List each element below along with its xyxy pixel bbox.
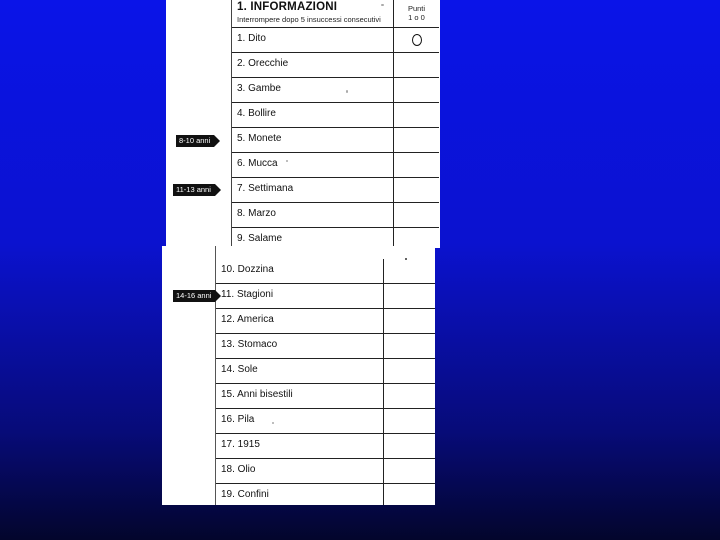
item-label: 6. Mucca: [237, 158, 278, 169]
score-cell[interactable]: [393, 53, 440, 77]
item-row: [216, 384, 435, 409]
item-row: [232, 203, 439, 228]
item-label: 7. Settimana: [237, 183, 294, 194]
item-row: [216, 359, 435, 384]
age-marker: 8-10 anni: [176, 135, 214, 147]
item-label: 14. Sole: [221, 364, 258, 375]
item-label: 2. Orecchie: [237, 58, 289, 69]
item-row: [216, 334, 435, 359]
section-subtitle: Interrompere dopo 5 insuccessi consecutivi: [237, 15, 381, 24]
item-row: [232, 178, 439, 203]
item-row: [232, 128, 439, 153]
item-row: [216, 484, 435, 505]
item-label: 11. Stagioni: [221, 289, 274, 300]
circle-mark-icon: [412, 34, 422, 46]
score-cell[interactable]: [383, 334, 430, 358]
item-row: [216, 284, 435, 309]
scan-top: [166, 0, 440, 248]
item-label: 8. Marzo: [237, 208, 276, 219]
score-cell[interactable]: [393, 178, 440, 202]
age-marker: 11-13 anni: [173, 184, 215, 196]
item-row: [232, 28, 439, 53]
score-cell[interactable]: [393, 153, 440, 177]
score-cell[interactable]: [383, 459, 430, 483]
section-header: [232, 0, 439, 28]
score-cell[interactable]: [393, 78, 440, 102]
scan-bottom: [162, 246, 435, 505]
item-row: [216, 459, 435, 484]
item-label: 15. Anni bisestili: [221, 389, 293, 400]
left-gutter: [166, 0, 232, 248]
score-cell[interactable]: [383, 384, 430, 408]
item-label: 16. Pila: [221, 414, 255, 425]
score-cell[interactable]: [383, 484, 430, 505]
score-cell[interactable]: [393, 28, 440, 52]
score-cell[interactable]: [393, 103, 440, 127]
score-cell[interactable]: [383, 259, 430, 283]
age-marker: 14-16 anni: [173, 290, 215, 302]
score-header-line1: Punti: [407, 4, 426, 13]
section-title: 1. INFORMAZIONI: [237, 1, 338, 13]
item-row: [232, 103, 439, 128]
score-cell[interactable]: [383, 409, 430, 433]
item-row: [232, 228, 439, 248]
item-label: 5. Monete: [237, 133, 282, 144]
item-row: [216, 259, 435, 284]
item-label: 4. Bollire: [237, 108, 276, 119]
item-row: [216, 434, 435, 459]
score-cell[interactable]: [383, 309, 430, 333]
score-cell[interactable]: [393, 228, 440, 248]
item-label: 17. 1915: [221, 439, 260, 450]
score-cell[interactable]: [383, 359, 430, 383]
item-label: 10. Dozzina: [221, 264, 274, 275]
item-row: [216, 309, 435, 334]
item-label: 1. Dito: [237, 33, 266, 44]
item-label: 12. America: [221, 314, 274, 325]
item-row: [232, 78, 439, 103]
score-header: [393, 0, 439, 27]
item-label: 3. Gambe: [237, 83, 281, 94]
score-cell[interactable]: [383, 284, 430, 308]
item-row: [232, 53, 439, 78]
item-label: 19. Confini: [221, 489, 269, 500]
left-gutter: [162, 246, 216, 505]
item-row: [216, 409, 435, 434]
score-cell[interactable]: [393, 128, 440, 152]
item-label: 18. Olio: [221, 464, 256, 475]
item-label: 9. Salame: [237, 233, 283, 244]
item-row: [232, 153, 439, 178]
score-cell[interactable]: [393, 203, 440, 227]
item-label: 13. Stomaco: [221, 339, 278, 350]
score-header-line2: 1 o 0: [408, 13, 425, 22]
score-cell[interactable]: [383, 434, 430, 458]
